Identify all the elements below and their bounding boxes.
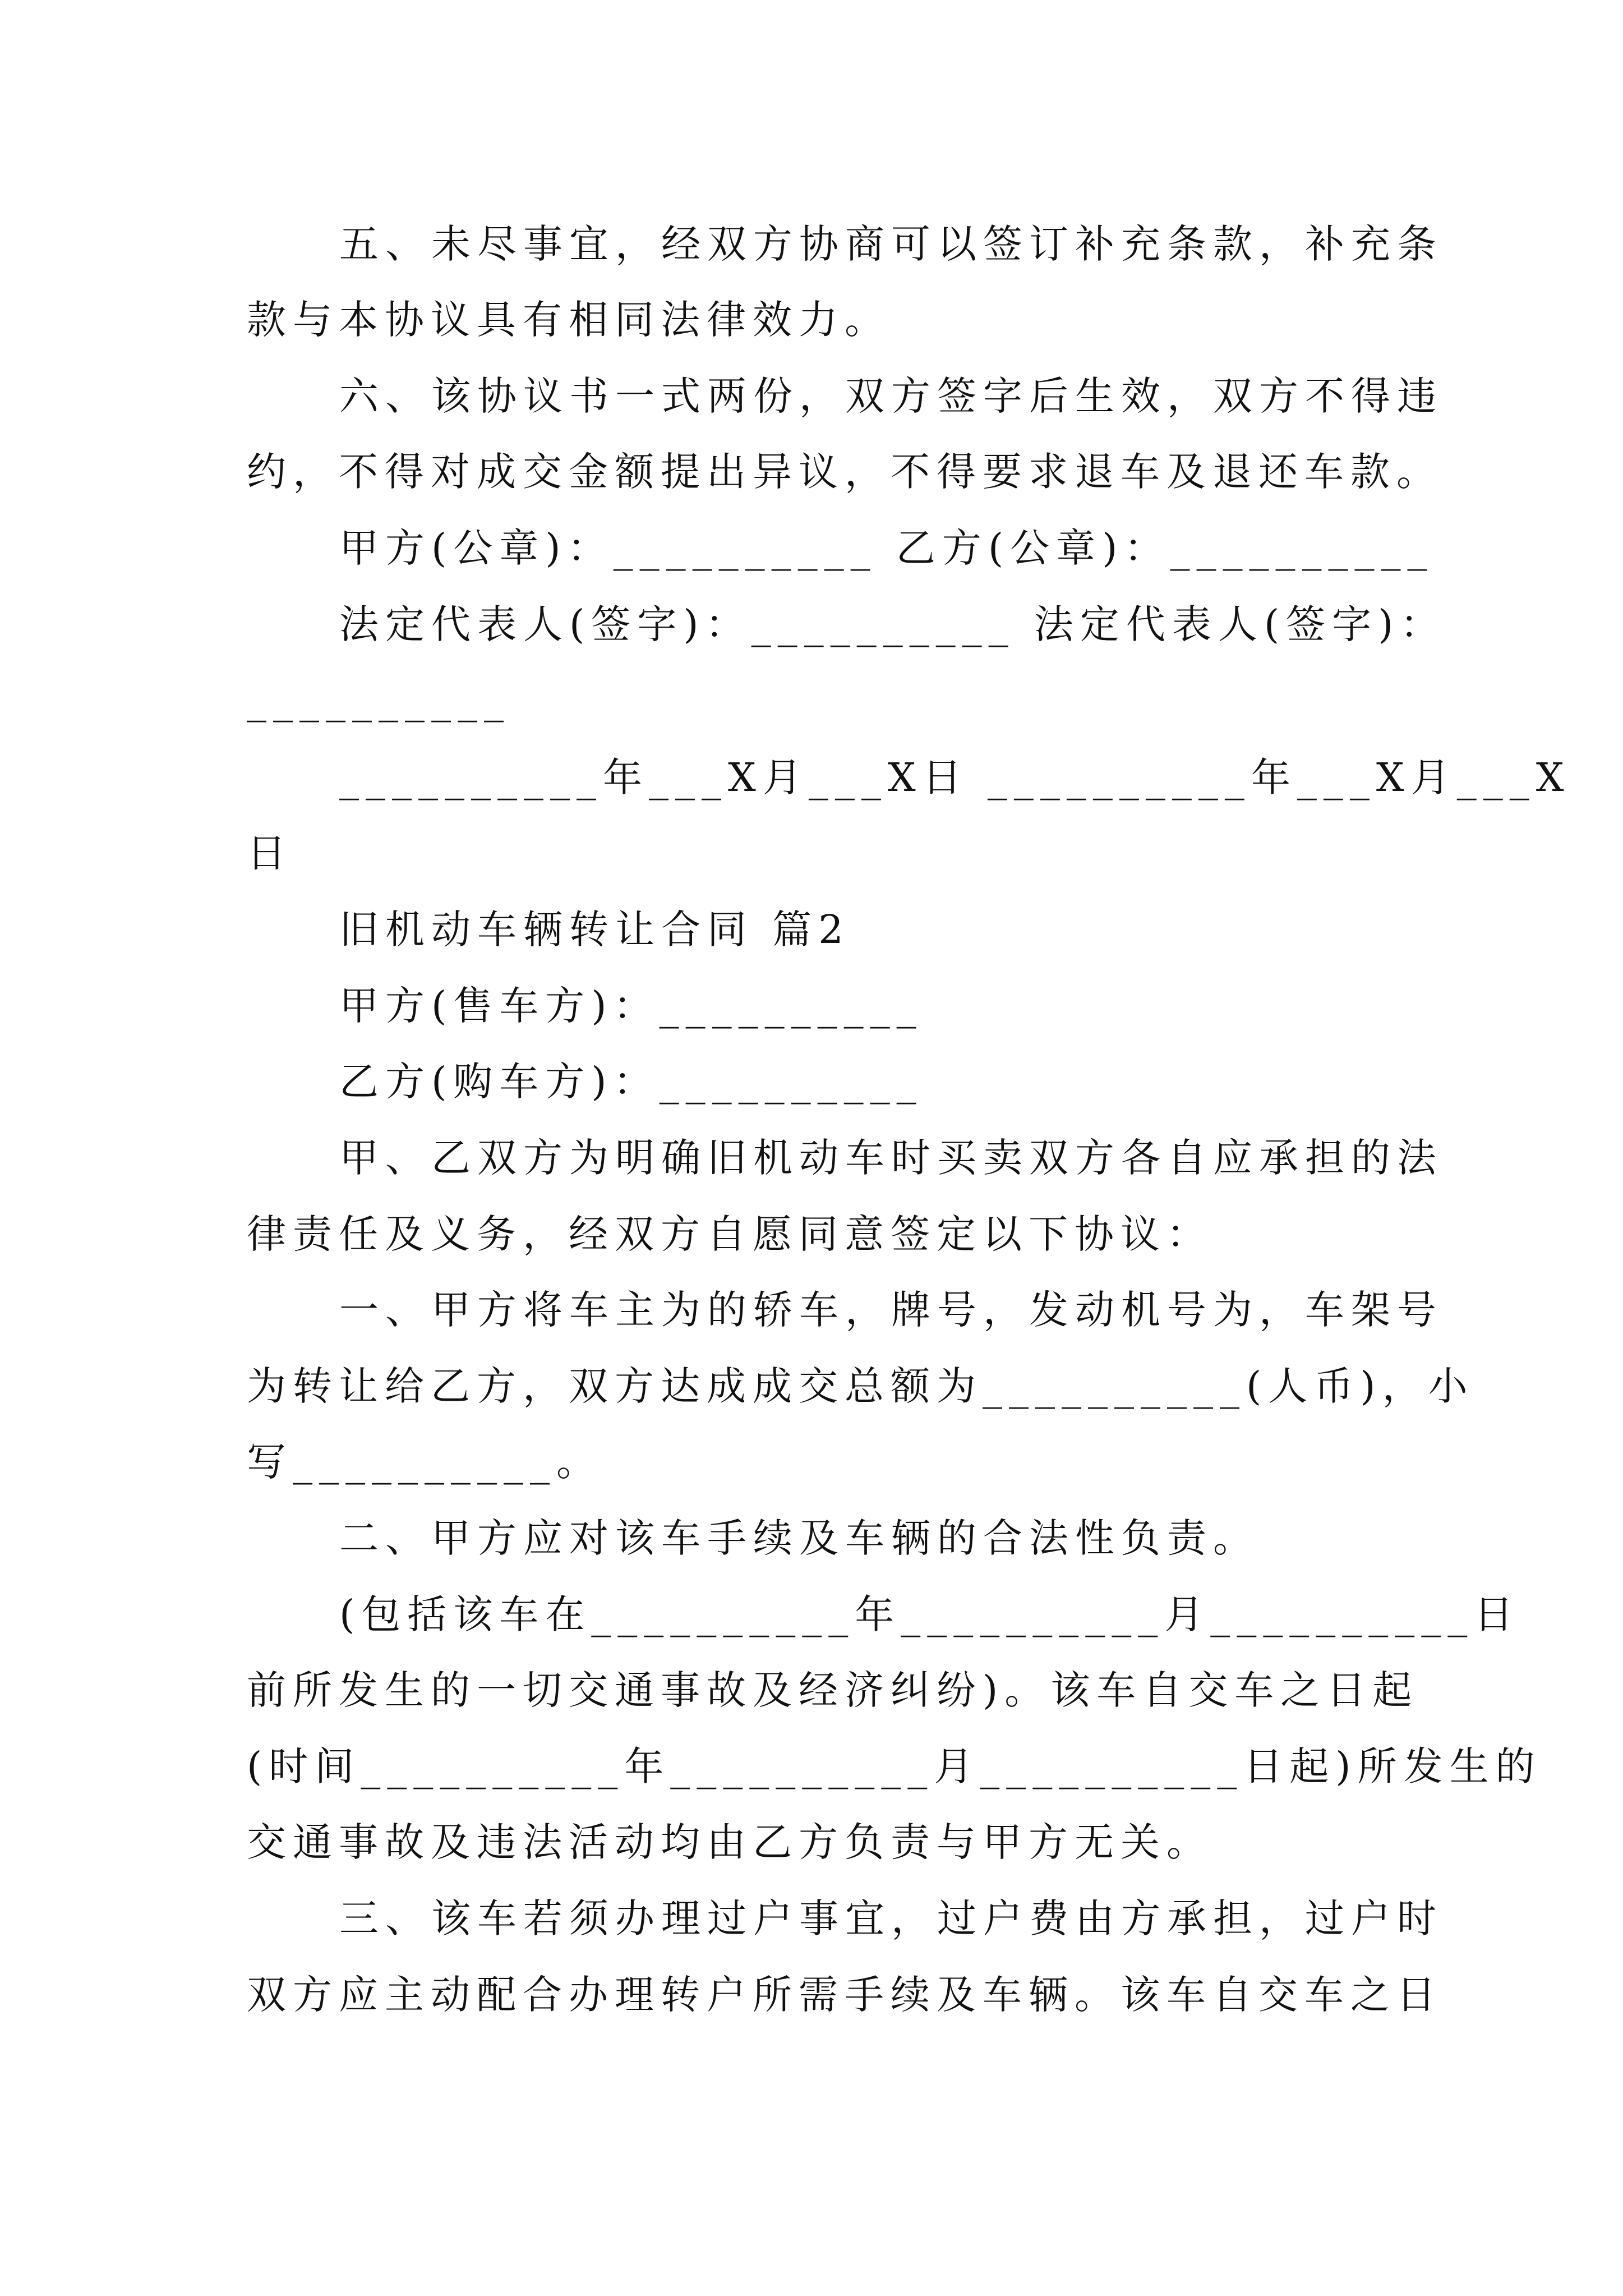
text-line: __________ <box>247 677 510 723</box>
text-line: 款与本协议具有相同法律效力。 <box>247 297 891 343</box>
text-line: 双方应主动配合办理转户所需手续及车辆。该车自交车之日 <box>247 1972 1442 2018</box>
text-line: 六、该协议书一式两份，双方签字后生效，双方不得违 <box>339 373 1443 419</box>
text-line: 法定代表人(签字)：__________ 法定代表人(签字)： <box>339 601 1446 647</box>
text-line: 一、甲方将车主为的轿车，牌号，发动机号为，车架号 <box>339 1287 1443 1333</box>
text-line: __________年___X月___X日 __________年___X月___X <box>339 754 1571 800</box>
text-line: 前所发生的一切交通事故及经济纠纷)。该车自交车之日起 <box>247 1667 1419 1713</box>
text-line: 约，不得对成交金额提出异议，不得要求退车及退还车款。 <box>247 449 1442 495</box>
section-heading: 旧机动车辆转让合同 篇2 <box>339 907 850 953</box>
text-line: (包括该车在__________年__________月__________日 <box>339 1591 1520 1637</box>
text-line: 日 <box>247 830 293 876</box>
text-line: 甲方(售车方)：__________ <box>339 983 923 1029</box>
text-line: 律责任及义务，经双方自愿同意签定以下协议： <box>247 1211 1212 1257</box>
text-line: 三、该车若须办理过户事宜，过户费由方承担，过户时 <box>339 1895 1443 1941</box>
text-line: 甲方(公章)：__________ 乙方(公章)：__________ <box>339 525 1434 571</box>
text-line: (时间__________年__________月__________日起)所发生的 <box>247 1743 1542 1789</box>
text-line: 五、未尽事宜，经双方协商可以签订补充条款，补充条 <box>339 221 1443 267</box>
text-line: 写__________。 <box>247 1439 602 1485</box>
text-line: 乙方(购车方)：__________ <box>339 1059 923 1105</box>
text-line: 交通事故及违法活动均由乙方负责与甲方无关。 <box>247 1819 1212 1865</box>
text-line: 为转让给乙方，双方达成成交总额为__________(人币)，小 <box>247 1363 1474 1409</box>
text-line: 二、甲方应对该车手续及车辆的合法性负责。 <box>339 1515 1259 1561</box>
text-line: 甲、乙双方为明确旧机动车时买卖双方各自应承担的法 <box>339 1135 1443 1181</box>
